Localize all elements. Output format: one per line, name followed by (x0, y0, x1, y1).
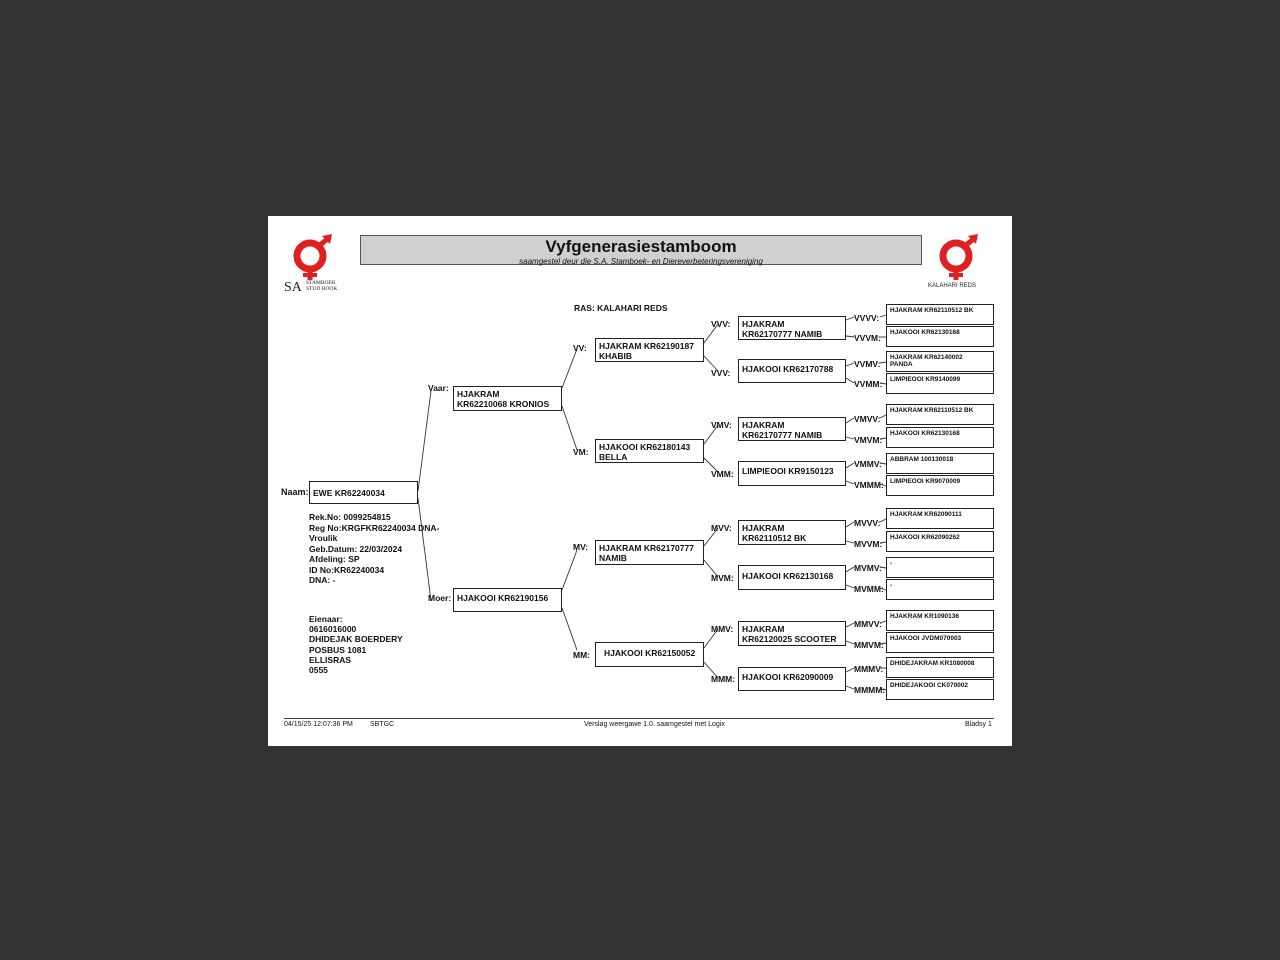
connector-line (846, 418, 854, 423)
connector-line (846, 336, 854, 337)
subject-detail-line: Rek.No: 0099254815 (309, 512, 391, 522)
gen2-box-mm (595, 642, 704, 667)
gen4-box (886, 427, 994, 448)
gen2-name-vv: HJAKRAM KR62190187 KHABIB (599, 341, 694, 361)
gen3-label: VMV: (711, 420, 732, 430)
gen2-label-vm: VM: (573, 447, 589, 457)
connector-line (562, 608, 577, 650)
gen4-name: HJAKOOI KR62090262 (890, 534, 960, 541)
gen2-box-vv (595, 338, 704, 362)
subject-name-box (309, 481, 418, 504)
gen3-label: VVV: (711, 319, 731, 329)
gen4-label: VMVM: (854, 435, 883, 445)
gen4-name: - (890, 582, 893, 589)
connector-line (846, 522, 854, 527)
footer-page-number: Bladsy 1 (965, 721, 992, 728)
owner-line: ELLISRAS (309, 654, 352, 665)
subject-detail-line: Afdeling: SP (309, 554, 360, 564)
footer (268, 721, 1012, 733)
gen4-box (886, 632, 994, 653)
kalahari-reds-logo-text: KALAHARI REDS (928, 283, 977, 289)
dam-name: HJAKOOI KR62190156 (457, 593, 549, 603)
gen2-box-vm (595, 439, 704, 463)
gen4-name: HJAKRAM KR62140002 PANDA (890, 354, 963, 369)
sa-logo-line2: STUD BOOK (306, 286, 338, 292)
gen4-label: MVMV: (854, 563, 882, 573)
gen4-name: HJAKOOI JVDM070003 (890, 635, 962, 642)
gen4-box (886, 326, 994, 347)
gen2-name-mm: HJAKOOI KR62150052 (604, 648, 696, 658)
subject-detail-line: Vroulik (309, 533, 338, 543)
owner-line: Eienaar: (309, 614, 343, 624)
gen3-label: MVV: (711, 523, 732, 533)
sire-label: Vaar: (428, 383, 449, 393)
gen3-name: HJAKRAM KR62170777 NAMIB (742, 319, 823, 339)
gen4-name: HJAKRAM KR62110512 BK (890, 407, 974, 414)
owner-line: 0616016000 (309, 624, 357, 635)
gen4-label: MMVV: (854, 619, 882, 629)
gen3-box (738, 667, 846, 691)
subject-detail-line: Reg No:KRGFKR62240034 DNA- (309, 522, 440, 533)
gen2-label-vv: VV: (573, 343, 587, 353)
gen3-name: HJAKOOI KR62090009 (742, 672, 834, 682)
gen4-label: MVVM: (854, 539, 883, 549)
gen4-label: MVMM: (854, 584, 884, 594)
gen4-label: VMMV: (854, 459, 882, 469)
owner-line: 0555 (309, 665, 328, 676)
owner-line: POSBUS 1081 (309, 644, 367, 655)
gen3-box (738, 520, 846, 545)
connector-line (418, 391, 431, 491)
gen4-name: HJAKRAM KR1090136 (890, 613, 959, 620)
gen3-box (738, 621, 846, 646)
gen4-name: LIMPIEOOI KR9140099 (890, 376, 961, 383)
gen4-name: HJAKRAM KR62110512 BK (890, 307, 974, 314)
gen2-name-mv: HJAKRAM KR62170777 NAMIB (599, 543, 694, 563)
dam-label: Moer: (428, 593, 452, 603)
connector-line (846, 437, 854, 439)
owner-details (309, 614, 403, 675)
gen3-box (738, 359, 846, 383)
connector-line (846, 363, 854, 366)
page-subtitle: saamgestel deur die S.A. Stamboek- en Diereverbeteringsvereniging (519, 257, 763, 266)
gen4-name: HJAKOOI KR62130168 (890, 329, 960, 336)
gen3-name: HJAKRAM KR62170777 NAMIB (742, 420, 823, 440)
gen4-name: - (890, 560, 893, 567)
footer-rule (284, 718, 994, 719)
subject-label: Naam: (281, 487, 309, 497)
gen4-box (886, 679, 994, 700)
gen3-label: MMV: (711, 624, 734, 634)
connector-line (562, 349, 577, 388)
connector-line (846, 686, 854, 689)
gen4-box (886, 657, 994, 678)
gen3-name: HJAKOOI KR62130168 (742, 571, 834, 581)
connector-line (562, 550, 577, 590)
gen4-label: MVVV: (854, 518, 881, 528)
gen4-box (886, 531, 994, 552)
gen4-box (886, 610, 994, 631)
connector-line (846, 541, 854, 543)
gen3-name: HJAKRAM KR62120025 SCOOTER (742, 624, 837, 644)
gen3-box (738, 461, 846, 486)
subject-details (309, 512, 439, 586)
gen4-box (886, 508, 994, 529)
gen4-name: ABBRAM 100130018 (890, 456, 954, 463)
gen4-label: MMMM: (854, 685, 886, 695)
gen3-label: VMM: (711, 469, 734, 479)
gen3-box (738, 565, 846, 590)
subject-detail-line: Geb.Datum: 22/03/2024 (309, 543, 403, 554)
page-title: Vyfgenerasiestamboom (545, 237, 737, 256)
gen3-box (738, 417, 846, 441)
connector-line (846, 378, 854, 383)
footer-code: SBTGC (370, 721, 395, 728)
connector-line (846, 463, 854, 468)
sa-logo-line1: STAMBOEK (306, 280, 336, 286)
gen4-name: DHIDEJAKOOI CK070002 (890, 682, 969, 689)
subject-detail-line: ID No:KR62240034 (309, 564, 385, 575)
connector-line (846, 641, 854, 644)
gen4-box (886, 304, 994, 325)
connector-line (846, 481, 854, 484)
gen4-label: VMMM: (854, 480, 884, 490)
pedigree-document (268, 216, 1012, 746)
gen4-label: MMVM: (854, 640, 884, 650)
gen3-label: MMM: (711, 674, 736, 684)
gen4-box (886, 453, 994, 474)
gen2-label-mm: MM: (573, 650, 590, 660)
gen4-name: HJAKRAM KR62090111 (890, 511, 962, 518)
gen3-label: MVM: (711, 573, 734, 583)
gen4-box (886, 351, 994, 372)
sire-box (453, 386, 562, 411)
dam-box (453, 588, 562, 612)
subject-detail-line: DNA: - (309, 575, 336, 585)
gen2-name-vm: HJAKOOI KR62180143 BELLA (599, 442, 691, 462)
gen3-label: VVV: (711, 368, 731, 378)
gen4-label: VMVV: (854, 414, 881, 424)
gen3-name: HJAKRAM KR62110512 BK (742, 523, 807, 543)
sire-name: HJAKRAM KR62210068 KRONIOS (457, 389, 550, 409)
footer-datetime: 04/15/25 12:07:36 PM (284, 721, 353, 728)
connector-line (846, 623, 854, 627)
connector-line (562, 406, 577, 450)
gen4-label: MMMV: (854, 664, 884, 674)
gen3-name: HJAKOOI KR62170788 (742, 364, 834, 374)
gen3-name: LIMPIEOOI KR9150123 (742, 466, 834, 476)
footer-report-info: Verslag weergawe 1.0. saamgestel met Logix (584, 721, 725, 728)
gen4-name: HJAKOOI KR62130168 (890, 430, 960, 437)
gen4-box (886, 404, 994, 425)
connector-line (846, 585, 854, 588)
connector-line (846, 668, 854, 672)
gen2-label-mv: MV: (573, 542, 589, 552)
subject-name: EWE KR62240034 (313, 488, 385, 498)
breed-label: RAS: KALAHARI REDS (574, 303, 668, 313)
connector-line (846, 317, 854, 320)
gen3-box (738, 316, 846, 340)
gen4-name: LIMPIEOOI KR9070009 (890, 478, 961, 485)
gen4-box (886, 579, 994, 600)
gen4-box (886, 475, 994, 496)
gen4-box (886, 557, 994, 578)
gen4-label: VVVM: (854, 333, 881, 343)
gen2-box-mv (595, 540, 704, 565)
gen4-label: VVMV: (854, 359, 881, 369)
gen4-label: VVMM: (854, 379, 883, 389)
gen4-box (886, 373, 994, 394)
gen4-name: DHIDEJAKRAM KR1080008 (890, 660, 975, 667)
connector-line (846, 567, 854, 572)
gen4-label: VVVV: (854, 313, 880, 323)
sa-logo-letters: SA (284, 280, 302, 295)
owner-line: DHIDEJAK BOERDERY (309, 634, 403, 645)
